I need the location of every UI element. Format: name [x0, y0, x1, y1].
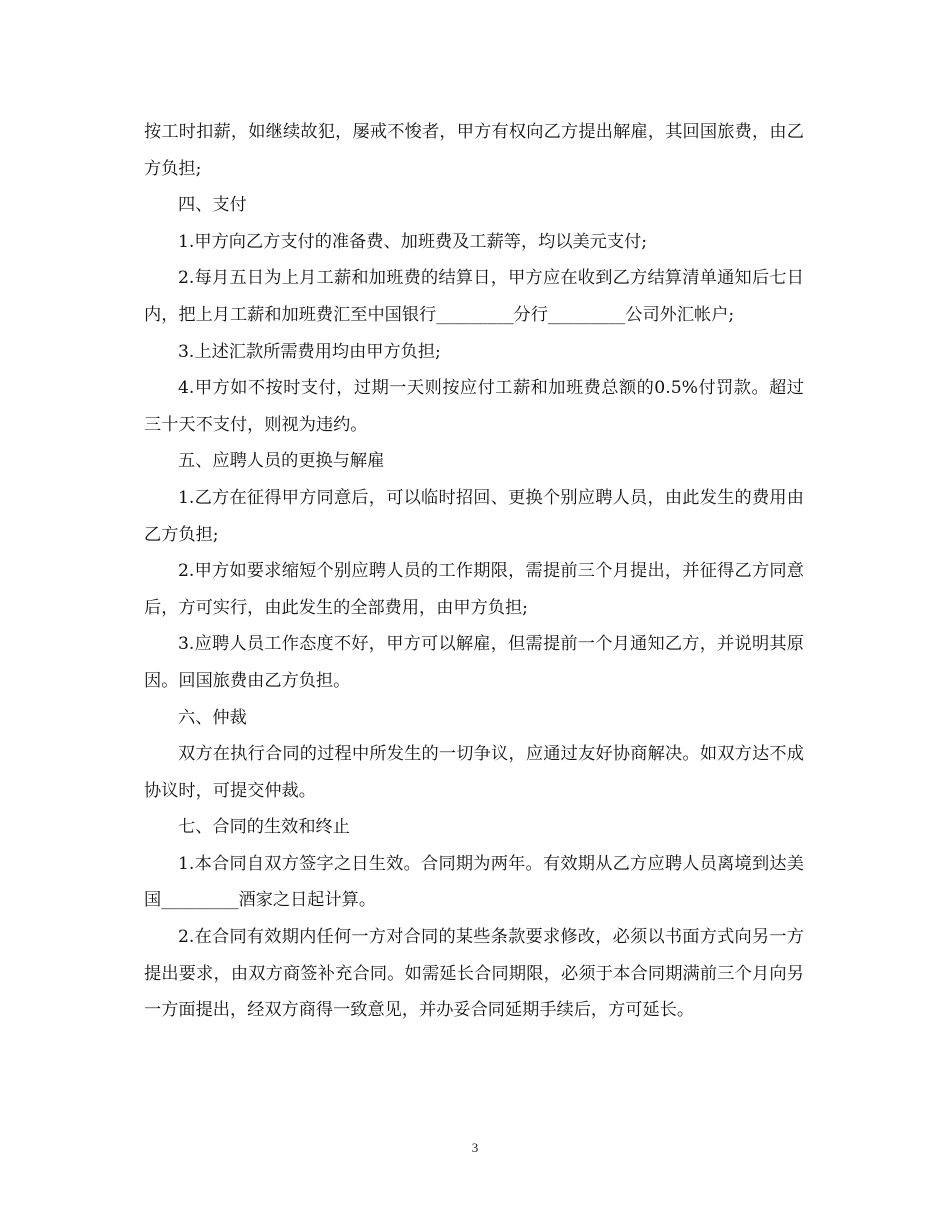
replacement-clause-3: 3.应聘人员工作态度不好，甲方可以解雇，但需提前一个月通知乙方，并说明其原因。回国旅费由乙方负担。 [144, 634, 804, 691]
section-heading-replacement: 五、应聘人员的更换与解雇 [178, 451, 385, 472]
arbitration-clause: 双方在执行合同的过程中所发生的一切争议，应通过友好协商解决。如双方达不成协议时，可提交仲裁。 [144, 744, 804, 801]
replacement-clause-1: 1.乙方在征得甲方同意后，可以临时招回、更换个别应聘人员，由此发生的费用由乙方负担; [144, 487, 804, 545]
payment-clause-1: 1.甲方向乙方支付的准备费、加班费及工薪等，均以美元支付; [178, 231, 648, 252]
validity-clause-2: 2.在合同有效期内任何一方对合同的某些条款要求修改，必须以书面方式向另一方提出要求，由双方商签补充合同。如需延长合同期限，必须于本合同期满前三个月向另一方面提出，经双方商得一致意见，并办妥合同延期手续后，方可延长。 [144, 927, 804, 1021]
payment-clause-3: 3.上述汇款所需费用均由甲方负担; [178, 341, 441, 362]
replacement-clause-2: 2.甲方如要求缩短个别应聘人员的工作期限，需提前三个月提出，并征得乙方同意后，方可实行，由此发生的全部费用，由甲方负担; [144, 561, 804, 618]
validity-clause-1: 1.本合同自双方签字之日生效。合同期为两年。有效期从乙方应聘人员离境到达美国_________酒家之日起计算。 [144, 853, 804, 911]
payment-clause-2: 2.每月五日为上月工薪和加班费的结算日，甲方应在收到乙方结算清单通知后七日内，把上月工薪和加班费汇至中国银行_________分行_________公司外汇帐户; [144, 268, 804, 325]
payment-clause-4: 4.甲方如不按时支付，过期一天则按应付工薪和加班费总额的0.5%付罚款。超过三十天不支付，则视为违约。 [144, 378, 804, 435]
section-heading-payment: 四、支付 [178, 195, 247, 216]
document-body [144, 114, 804, 1029]
section-heading-arbitration: 六、仲裁 [178, 707, 247, 728]
section-heading-validity: 七、合同的生效和终止 [178, 817, 350, 838]
page-number: 3 [471, 1140, 479, 1155]
paragraph-continuation: 按工时扣薪，如继续故犯，屡戒不悛者，甲方有权向乙方提出解雇，其回国旅费，由乙方负担; [144, 122, 804, 179]
